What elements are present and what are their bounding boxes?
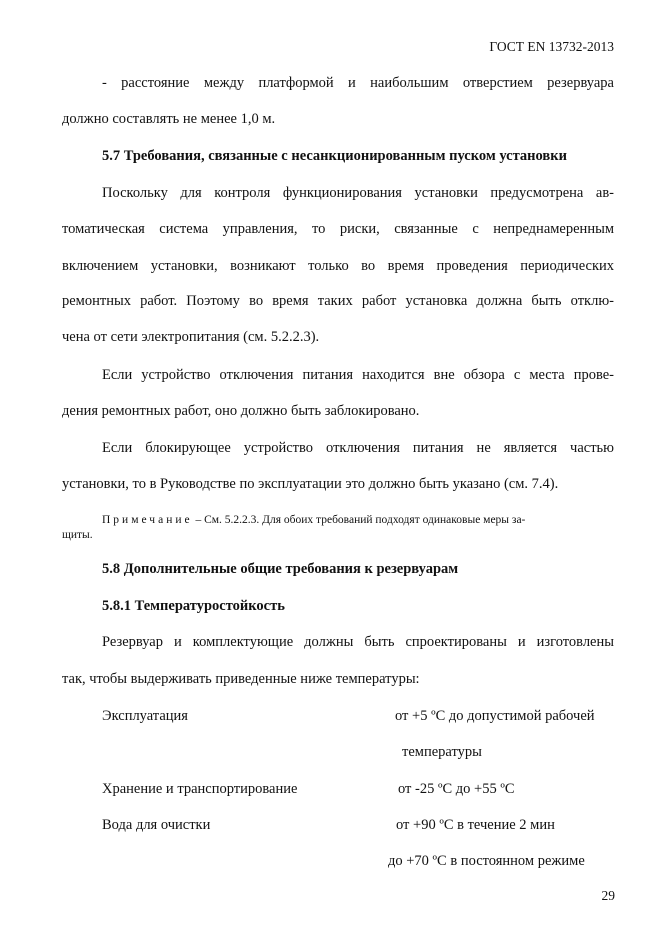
page-number: 29 bbox=[601, 888, 615, 903]
paragraph-line: томатическая система управления, то риски, связанные с непреднамеренным bbox=[62, 221, 614, 237]
paragraph-line: Поскольку для контроля функционирования установки предусмотрена ав- bbox=[102, 185, 614, 201]
temperature-value-operation: от +5 ºС до допустимой рабочей bbox=[395, 708, 595, 724]
temperature-value-cleaning-water: от +90 ºС в течение 2 мин bbox=[396, 817, 555, 833]
note-line bbox=[102, 513, 525, 527]
note-text: – См. 5.2.2.3. Для обоих требований подходят одинаковые меры за- bbox=[192, 514, 526, 526]
paragraph-line: чена от сети электропитания (см. 5.2.2.3). bbox=[62, 329, 320, 345]
paragraph-line: включением установки, возникают только во время проведения периодических bbox=[62, 258, 614, 274]
note-line: щиты. bbox=[62, 529, 93, 541]
section-heading-5-7: 5.7 Требования, связанные с несанкционированным пуском установки bbox=[102, 148, 567, 164]
section-heading-5-8: 5.8 Дополнительные общие требования к резервуарам bbox=[102, 561, 459, 577]
note-label: Примечание bbox=[102, 514, 193, 526]
paragraph-line: дения ремонтных работ, оно должно быть заблокировано. bbox=[62, 403, 420, 419]
paragraph-line: должно составлять не менее 1,0 м. bbox=[62, 111, 276, 127]
temperature-label-cleaning-water: Вода для очистки bbox=[102, 817, 211, 833]
paragraph-line: ремонтных работ. Поэтому во время таких работ установка должна быть отклю- bbox=[62, 293, 614, 309]
paragraph-line: Если блокирующее устройство отключения питания не является частью bbox=[102, 440, 614, 456]
paragraph-line: так, чтобы выдерживать приведенные ниже температуры: bbox=[62, 671, 420, 687]
paragraph-line: Если устройство отключения питания находится вне обзора с места прове- bbox=[102, 367, 614, 383]
paragraph-line: Резервуар и комплектующие должны быть спроектированы и изготовлены bbox=[102, 634, 614, 650]
paragraph-line: установки, то в Руководстве по эксплуатации это должно быть указано (см. 7.4). bbox=[62, 476, 559, 492]
temperature-value-operation-cont: температуры bbox=[402, 744, 482, 760]
subsection-heading-5-8-1: 5.8.1 Температуростойкость bbox=[102, 598, 285, 614]
document-header: ГОСТ EN 13732-2013 bbox=[489, 39, 614, 54]
temperature-value-storage: от -25 ºС до +55 ºС bbox=[398, 781, 515, 797]
temperature-value-cleaning-water-cont: до +70 ºС в постоянном режиме bbox=[388, 853, 585, 869]
temperature-label-operation: Эксплуатация bbox=[102, 708, 188, 724]
paragraph-line: - расстояние между платформой и наибольшим отверстием резервуара bbox=[102, 75, 614, 91]
temperature-label-storage: Хранение и транспортирование bbox=[102, 781, 298, 797]
